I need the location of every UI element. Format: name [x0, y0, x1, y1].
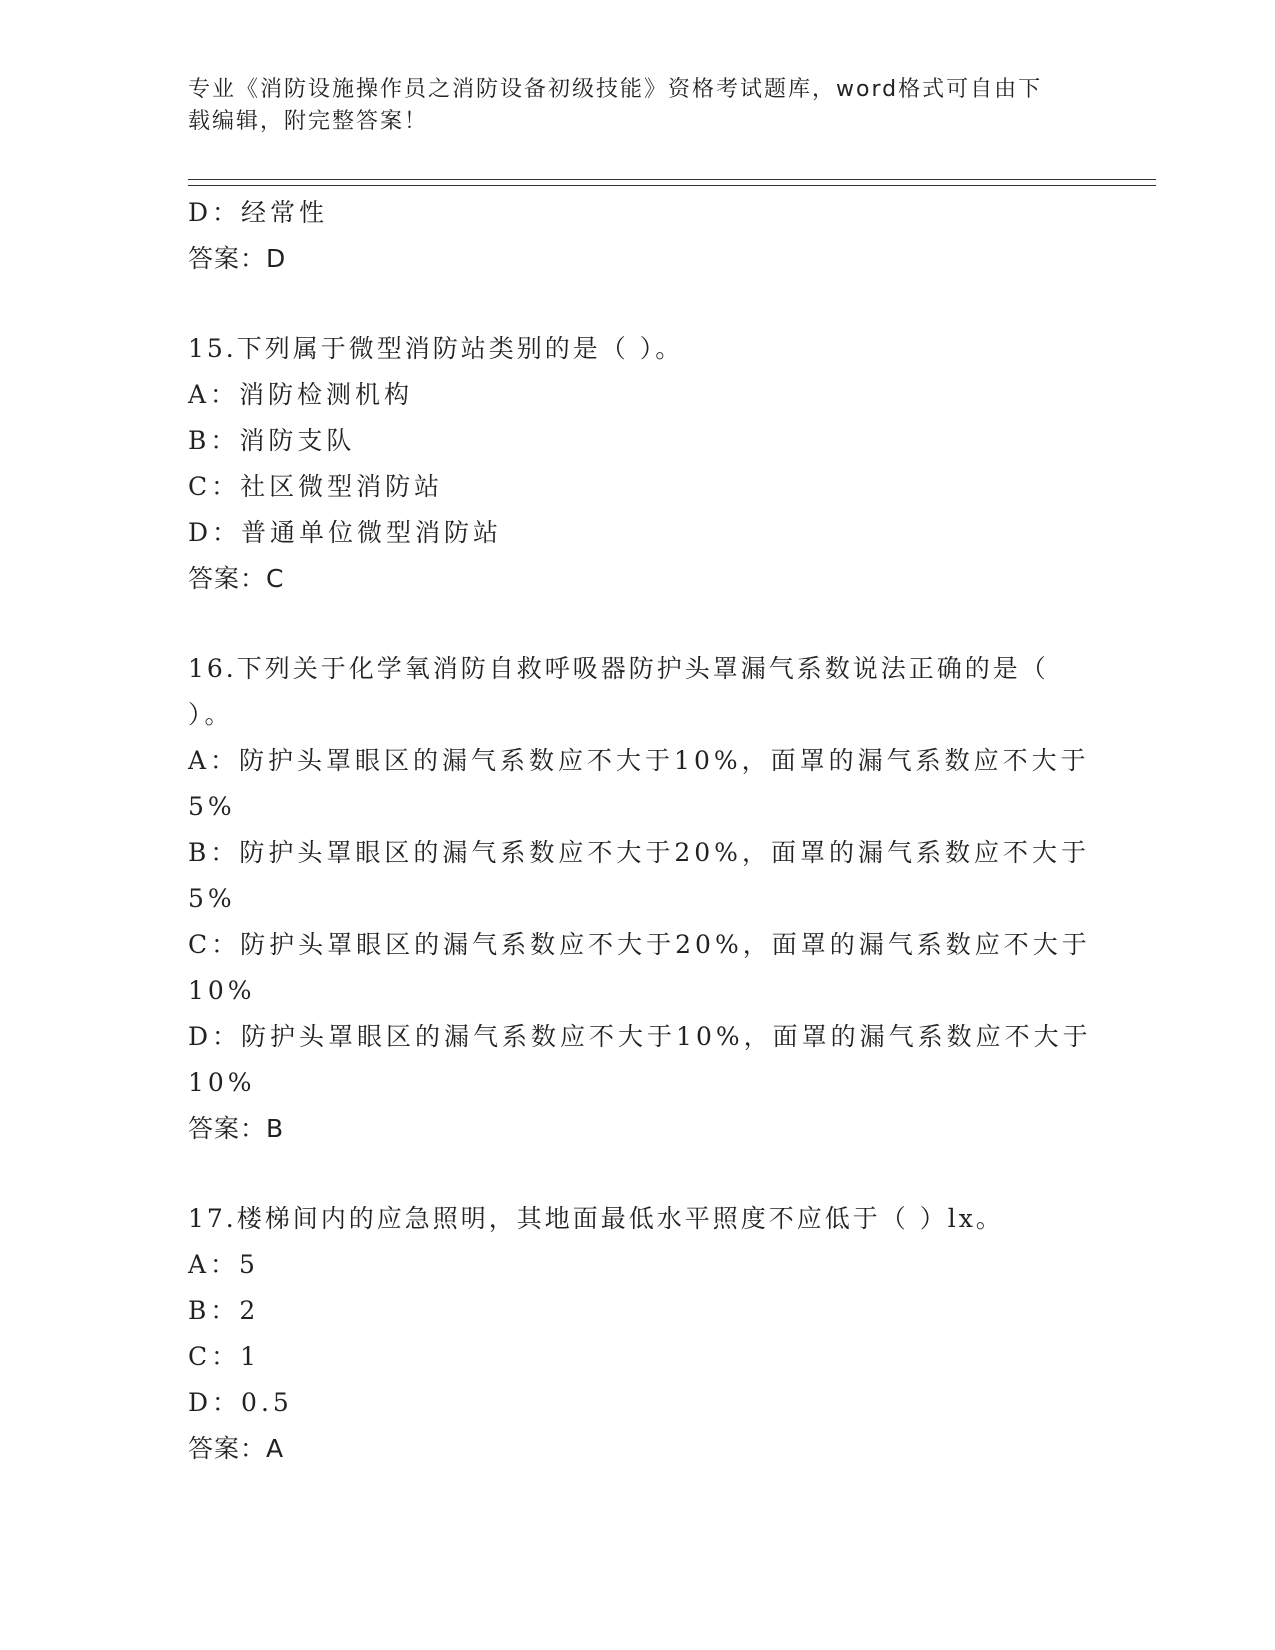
header-divider-top: [188, 179, 1156, 180]
option-c: C：防护头罩眼区的漏气系数应不大于20%，面罩的漏气系数应不大于: [188, 930, 1091, 959]
previous-question-tail: [188, 190, 1088, 282]
question-16: [188, 646, 1092, 1152]
option-c-continued: 10%: [188, 976, 256, 1005]
option-b: B：防护头罩眼区的漏气系数应不大于20%，面罩的漏气系数应不大于: [188, 838, 1090, 867]
option-a: A：5: [188, 1250, 259, 1279]
question-15: [188, 326, 1088, 602]
option-d: D：0.5: [188, 1388, 293, 1417]
question-17: [188, 1196, 1088, 1472]
question-stem-continued: ）。: [188, 700, 234, 729]
header-divider-bottom: [188, 185, 1156, 186]
question-content: [188, 190, 1092, 1472]
header-line-1: 专业《消防设施操作员之消防设备初级技能》资格考试题库，word格式可自由下: [188, 77, 1043, 102]
header-line-2: 载编辑，附完整答案！: [188, 109, 429, 134]
option-a: A：防护头罩眼区的漏气系数应不大于10%，面罩的漏气系数应不大于: [188, 746, 1090, 775]
option-c: C：社区微型消防站: [188, 472, 444, 501]
option-d-continued: 10%: [188, 1068, 256, 1097]
document-header: [188, 74, 1078, 138]
option-a: A：消防检测机构: [188, 380, 414, 409]
answer-line: 答案：D: [188, 244, 287, 273]
option-b: B：消防支队: [188, 426, 356, 455]
option-b: B：2: [188, 1296, 260, 1325]
answer-line: 答案：B: [188, 1114, 285, 1143]
question-stem: 16.下列关于化学氧消防自救呼吸器防护头罩漏气系数说法正确的是（: [188, 654, 1049, 683]
question-stem: 17.楼梯间内的应急照明，其地面最低水平照度不应低于（ ）lx。: [188, 1204, 1004, 1233]
option-d: D：经常性: [188, 198, 329, 227]
option-b-continued: 5%: [188, 884, 236, 913]
answer-line: 答案：A: [188, 1434, 285, 1463]
option-c: C：1: [188, 1342, 261, 1371]
option-d: D：普通单位微型消防站: [188, 518, 503, 547]
option-a-continued: 5%: [188, 792, 236, 821]
answer-line: 答案：C: [188, 564, 285, 593]
question-stem: 15.下列属于微型消防站类别的是（ ）。: [188, 334, 684, 363]
option-d: D：防护头罩眼区的漏气系数应不大于10%，面罩的漏气系数应不大于: [188, 1022, 1092, 1051]
spacer: [188, 602, 1088, 646]
spacer: [188, 1152, 1088, 1196]
spacer: [188, 282, 1088, 326]
